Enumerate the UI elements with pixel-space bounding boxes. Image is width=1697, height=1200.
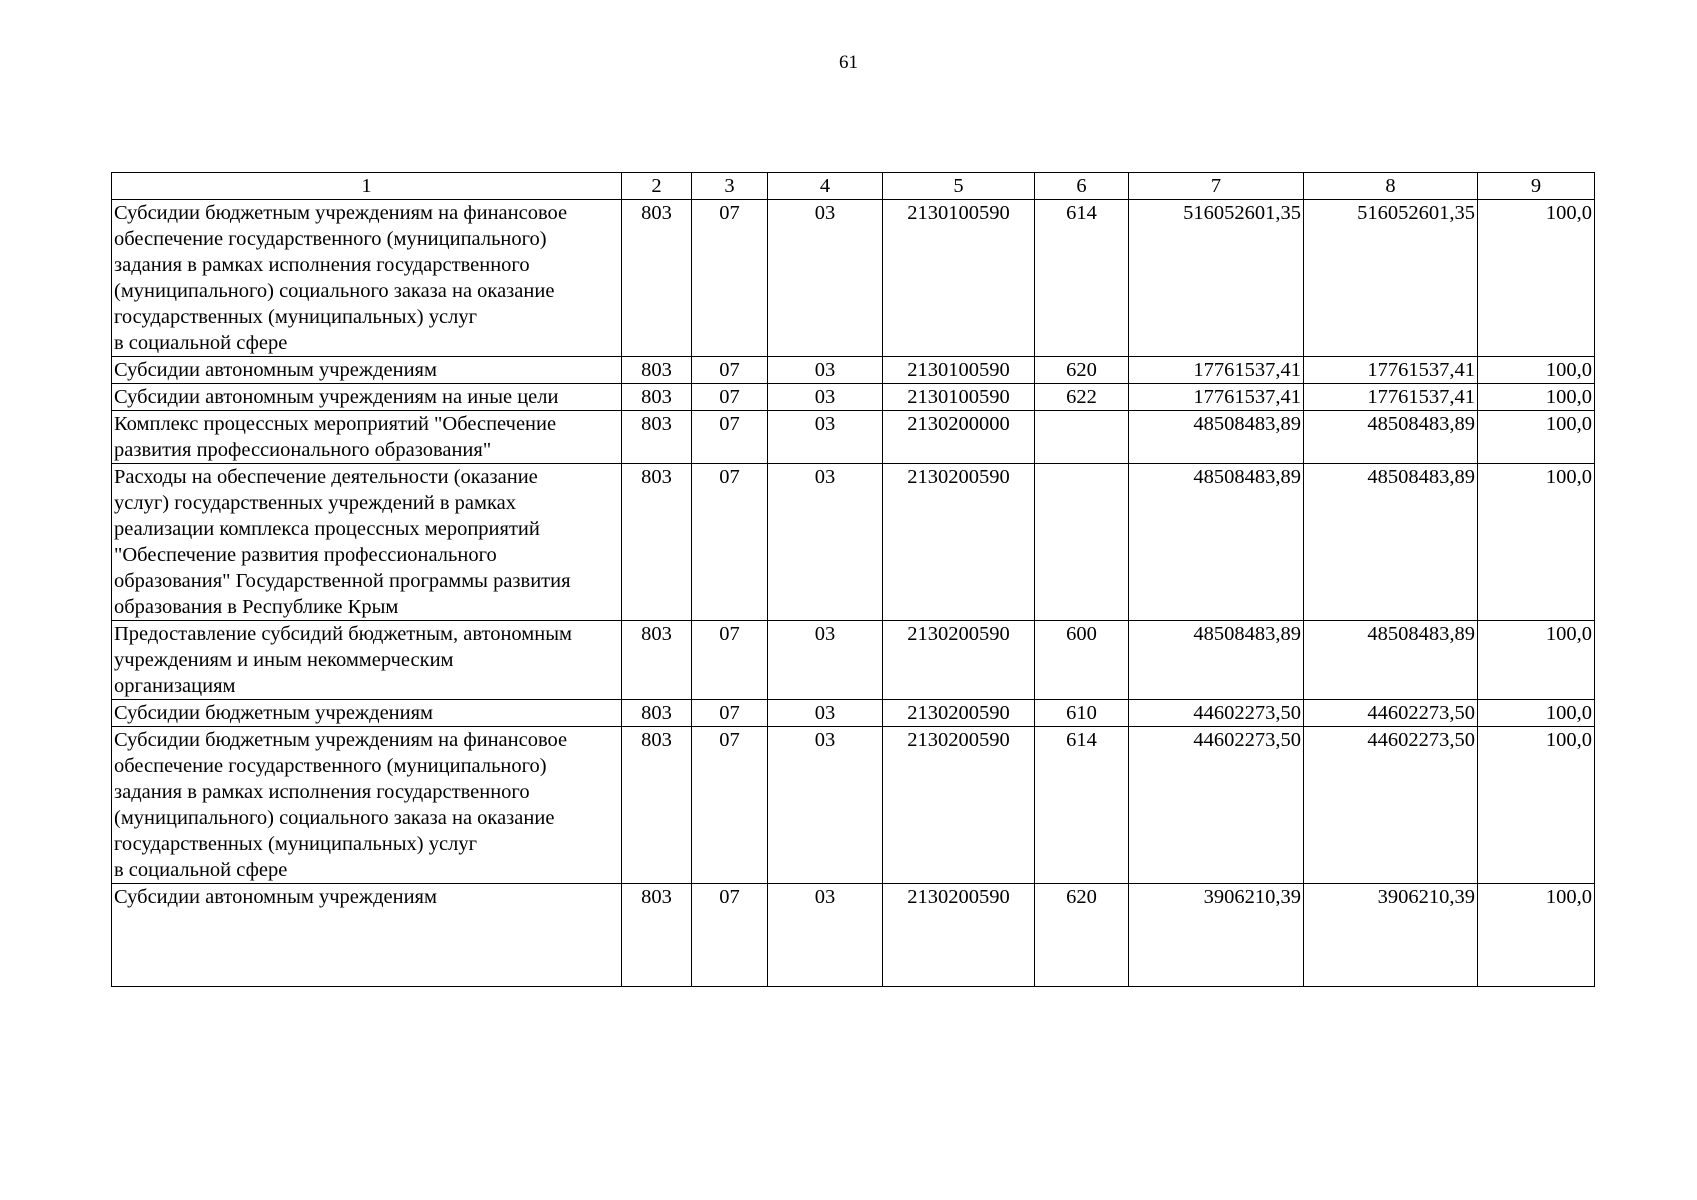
- execution-percent: 100,0: [1478, 621, 1595, 700]
- execution-percent: 100,0: [1478, 464, 1595, 621]
- section-code: 07: [692, 621, 768, 700]
- column-header: 1: [112, 173, 622, 200]
- subsection-code: 03: [768, 357, 883, 384]
- actual-amount: 44602273,50: [1304, 700, 1478, 727]
- column-header: 3: [692, 173, 768, 200]
- planned-amount: 3906210,39: [1129, 884, 1304, 987]
- target-article-code: 2130200000: [883, 411, 1035, 464]
- target-article-code: 2130100590: [883, 384, 1035, 411]
- subsection-code: 03: [768, 384, 883, 411]
- section-code: 07: [692, 464, 768, 621]
- actual-amount: 17761537,41: [1304, 384, 1478, 411]
- execution-percent: 100,0: [1478, 200, 1595, 357]
- target-article-code: 2130100590: [883, 357, 1035, 384]
- subsection-code: 03: [768, 621, 883, 700]
- table-row: [112, 411, 1595, 464]
- column-header: 4: [768, 173, 883, 200]
- table-row: [112, 200, 1595, 357]
- grbs-code: 803: [622, 384, 692, 411]
- execution-percent: 100,0: [1478, 700, 1595, 727]
- grbs-code: 803: [622, 727, 692, 884]
- expense-type-code: [1035, 464, 1129, 621]
- table-row: [112, 727, 1595, 884]
- execution-percent: 100,0: [1478, 384, 1595, 411]
- expense-type-code: 600: [1035, 621, 1129, 700]
- execution-percent: 100,0: [1478, 357, 1595, 384]
- row-description: Субсидии бюджетным учреждениям на финансовое обеспечение государственного (муниципального) задания в рамках исполнения государственного (муниципального) социального заказа на оказание государственных (муниципальных) услуг в социальной сфере: [112, 200, 622, 357]
- subsection-code: 03: [768, 464, 883, 621]
- expense-type-code: [1035, 411, 1129, 464]
- execution-percent: 100,0: [1478, 727, 1595, 884]
- grbs-code: 803: [622, 357, 692, 384]
- table-row: [112, 357, 1595, 384]
- grbs-code: 803: [622, 700, 692, 727]
- table-row: [112, 884, 1595, 987]
- table-row: [112, 464, 1595, 621]
- execution-percent: 100,0: [1478, 411, 1595, 464]
- planned-amount: 48508483,89: [1129, 621, 1304, 700]
- section-code: 07: [692, 700, 768, 727]
- execution-percent: 100,0: [1478, 884, 1595, 987]
- table-row: [112, 700, 1595, 727]
- grbs-code: 803: [622, 411, 692, 464]
- target-article-code: 2130200590: [883, 884, 1035, 987]
- planned-amount: 17761537,41: [1129, 384, 1304, 411]
- actual-amount: 516052601,35: [1304, 200, 1478, 357]
- column-header: 2: [622, 173, 692, 200]
- subsection-code: 03: [768, 411, 883, 464]
- actual-amount: 17761537,41: [1304, 357, 1478, 384]
- subsection-code: 03: [768, 884, 883, 987]
- subsection-code: 03: [768, 200, 883, 357]
- row-description: Предоставление субсидий бюджетным, автономным учреждениям и иным некоммерческим организациям: [112, 621, 622, 700]
- table-row: [112, 384, 1595, 411]
- planned-amount: 44602273,50: [1129, 700, 1304, 727]
- actual-amount: 48508483,89: [1304, 411, 1478, 464]
- expense-type-code: 620: [1035, 357, 1129, 384]
- subsection-code: 03: [768, 727, 883, 884]
- target-article-code: 2130200590: [883, 621, 1035, 700]
- actual-amount: 48508483,89: [1304, 464, 1478, 621]
- row-description: Комплекс процессных мероприятий "Обеспечение развития профессионального образования": [112, 411, 622, 464]
- grbs-code: 803: [622, 884, 692, 987]
- grbs-code: 803: [622, 621, 692, 700]
- column-header: 6: [1035, 173, 1129, 200]
- row-description: Расходы на обеспечение деятельности (оказание услуг) государственных учреждений в рамках реализации комплекса процессных мероприятий "Обеспечение развития профессионального образования" Государственной программы развития образования в Республике Крым: [112, 464, 622, 621]
- expense-type-code: 614: [1035, 727, 1129, 884]
- expense-type-code: 622: [1035, 384, 1129, 411]
- row-description: Субсидии бюджетным учреждениям на финансовое обеспечение государственного (муниципального) задания в рамках исполнения государственного (муниципального) социального заказа на оказание государственных (муниципальных) услуг в социальной сфере: [112, 727, 622, 884]
- section-code: 07: [692, 884, 768, 987]
- column-header: 8: [1304, 173, 1478, 200]
- planned-amount: 48508483,89: [1129, 411, 1304, 464]
- section-code: 07: [692, 411, 768, 464]
- expense-type-code: 620: [1035, 884, 1129, 987]
- row-description: Субсидии автономным учреждениям на иные цели: [112, 384, 622, 411]
- actual-amount: 44602273,50: [1304, 727, 1478, 884]
- target-article-code: 2130200590: [883, 727, 1035, 884]
- header-row: [112, 173, 1595, 200]
- target-article-code: 2130200590: [883, 700, 1035, 727]
- planned-amount: 516052601,35: [1129, 200, 1304, 357]
- row-description: Субсидии автономным учреждениям: [112, 357, 622, 384]
- page-number: 61: [839, 52, 858, 73]
- column-header: 5: [883, 173, 1035, 200]
- budget-table: [111, 172, 1595, 987]
- target-article-code: 2130200590: [883, 464, 1035, 621]
- column-header: 7: [1129, 173, 1304, 200]
- target-article-code: 2130100590: [883, 200, 1035, 357]
- table-row: [112, 621, 1595, 700]
- section-code: 07: [692, 384, 768, 411]
- subsection-code: 03: [768, 700, 883, 727]
- row-description: Субсидии автономным учреждениям: [112, 884, 622, 987]
- actual-amount: 3906210,39: [1304, 884, 1478, 987]
- expense-type-code: 614: [1035, 200, 1129, 357]
- grbs-code: 803: [622, 200, 692, 357]
- expense-type-code: 610: [1035, 700, 1129, 727]
- actual-amount: 48508483,89: [1304, 621, 1478, 700]
- column-header: 9: [1478, 173, 1595, 200]
- section-code: 07: [692, 357, 768, 384]
- row-description: Субсидии бюджетным учреждениям: [112, 700, 622, 727]
- section-code: 07: [692, 200, 768, 357]
- planned-amount: 17761537,41: [1129, 357, 1304, 384]
- planned-amount: 48508483,89: [1129, 464, 1304, 621]
- section-code: 07: [692, 727, 768, 884]
- planned-amount: 44602273,50: [1129, 727, 1304, 884]
- grbs-code: 803: [622, 464, 692, 621]
